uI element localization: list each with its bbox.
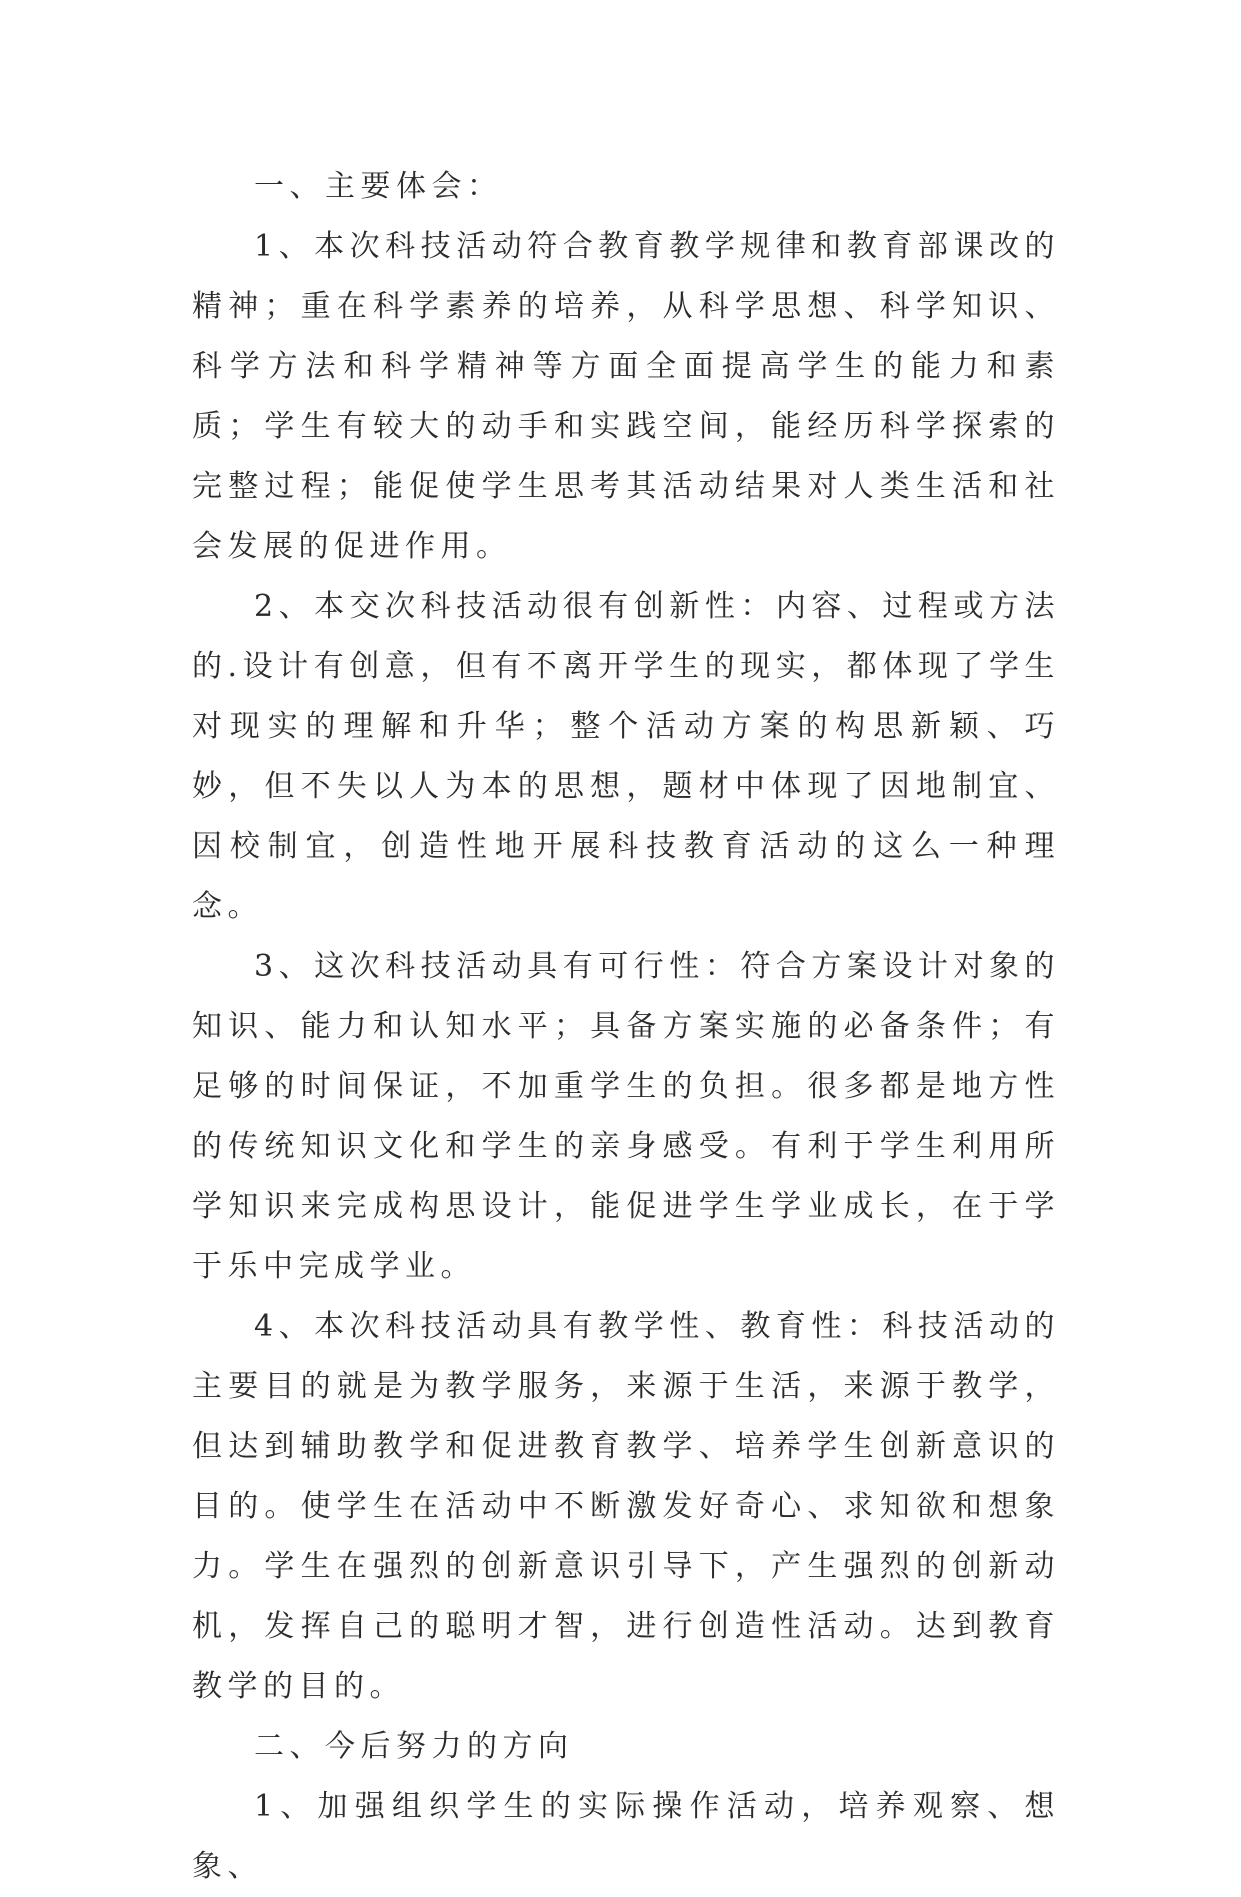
document-body [192, 157, 1060, 1897]
paragraph-point-1: 1、本次科技活动符合教育教学规律和教育部课改的精神；重在科学素养的培养，从科学思想、科学知识、科学方法和科学精神等方面全面提高学生的能力和素质；学生有较大的动手和实践空间，能经历科学探索的完整过程；能促使学生思考其活动结果对人类生活和社会发展的促进作用。 [192, 229, 1060, 564]
section-heading-main-experience: 一、主要体会： [254, 169, 503, 204]
paragraph-point-3: 3、这次科技活动具有可行性：符合方案设计对象的知识、能力和认知水平；具备方案实施的必备条件；有足够的时间保证，不加重学生的负担。很多都是地方性的传统知识文化和学生的亲身感受。有利于学生利用所学知识来完成构思设计，能促进学生学业成长，在于学于乐中完成学业。 [192, 949, 1060, 1284]
paragraph-future-point-1: 1、加强组织学生的实际操作活动，培养观察、想象、 [192, 1789, 1060, 1884]
paragraph-point-4: 4、本次科技活动具有教学性、教育性：科技活动的主要目的就是为教学服务，来源于生活，来源于教学，但达到辅助教学和促进教育教学、培养学生创新意识的目的。使学生在活动中不断激发好奇心、求知欲和想象力。学生在强烈的创新意识引导下，产生强烈的创新动机，发挥自己的聪明才智，进行创造性活动。达到教育教学的目的。 [192, 1309, 1060, 1704]
section-heading-future-direction: 二、今后努力的方向 [254, 1729, 574, 1764]
paragraph-point-2: 2、本交次科技活动很有创新性：内容、过程或方法的.设计有创意，但有不离开学生的现实，都体现了学生对现实的理解和升华；整个活动方案的构思新颖、巧妙，但不失以人为本的思想，题材中体现了因地制宜、因校制宜，创造性地开展科技教育活动的这么一种理念。 [192, 589, 1060, 924]
